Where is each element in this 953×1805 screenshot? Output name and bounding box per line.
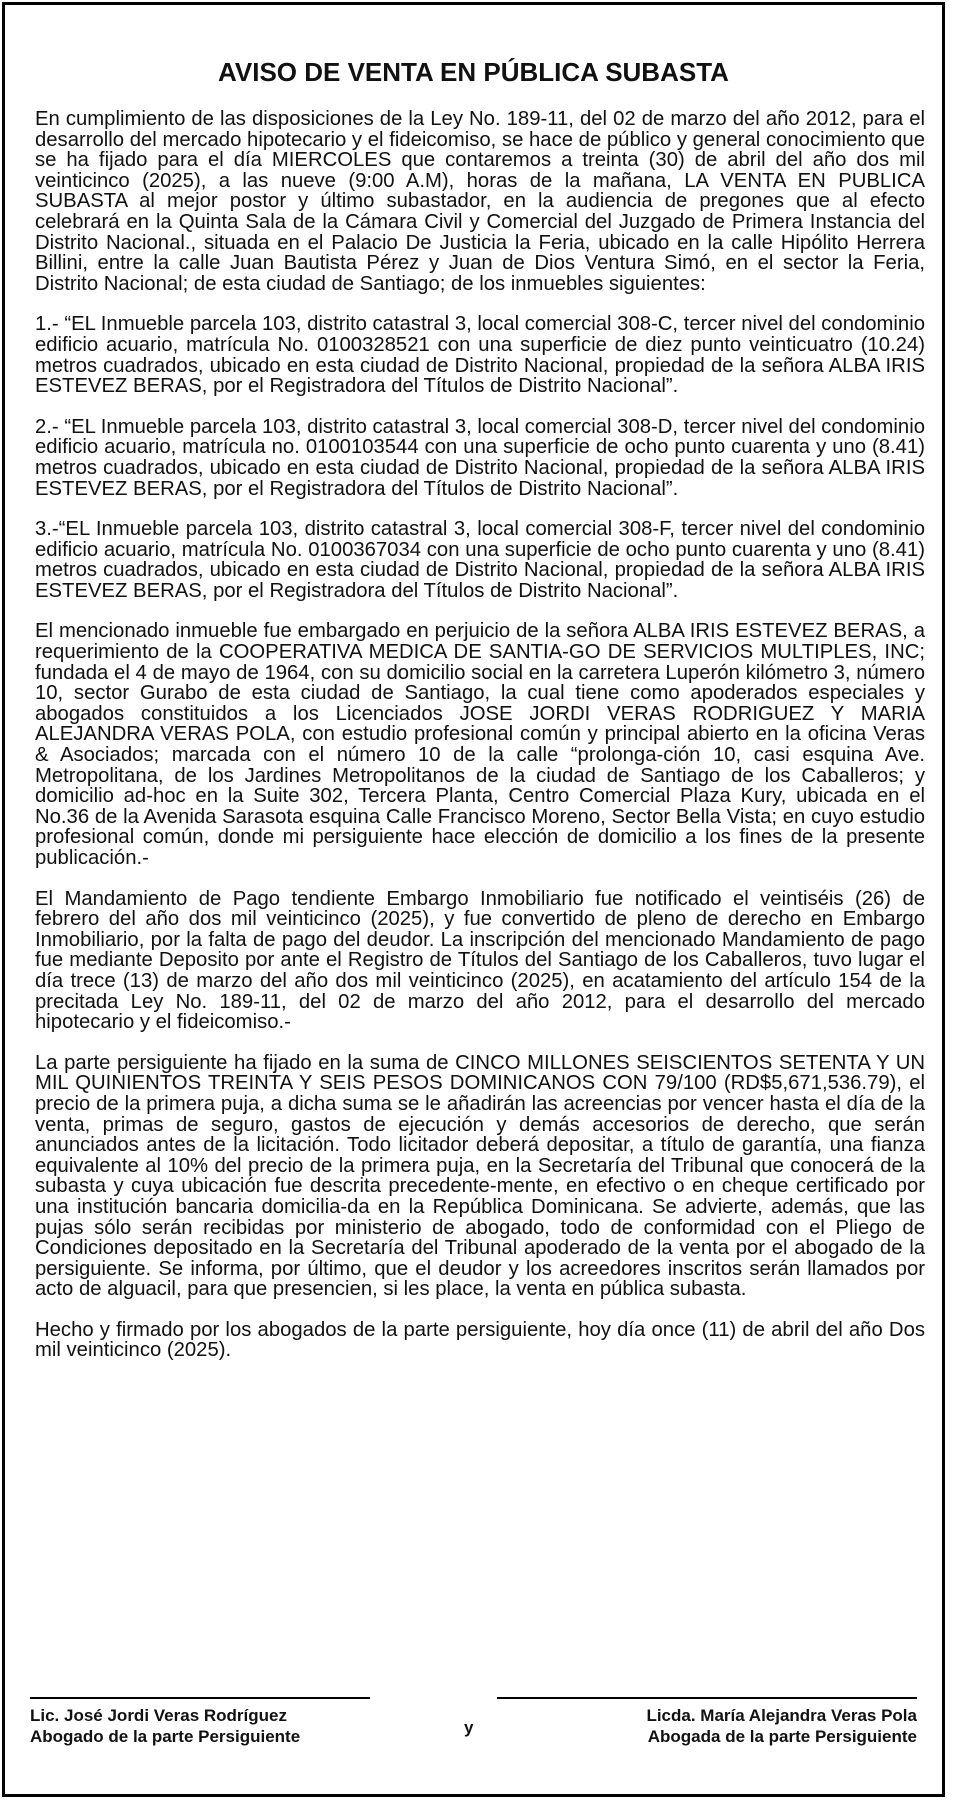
signature-line-right xyxy=(497,1697,917,1699)
property-item-3: 3.-“EL Inmueble parcela 103, distrito catastral 3, local comercial 308-F, tercer nivel del condominio edificio acuario, matrícula No. 0100367034 con una superficie de ocho punto cuarenta y uno (8.41) metros cuadrados, ubicado en esta ciudad de Distrito Nacional, propiedad de la señora ALBA IRIS ESTEVEZ BERAS, por el Registradora del Títulos de Distrito Nacional”. xyxy=(35,518,925,602)
signature-conjunction: y xyxy=(464,1718,474,1737)
notice-frame xyxy=(2,2,945,1797)
seizure-paragraph: El mencionado inmueble fue embargado en perjuicio de la señora ALBA IRIS ESTEVEZ BERAS, a requerimiento de la COOPERATIVA MEDICA DE SANTIA-GO DE SERVICIOS MULTIPLES, INC; fundada el 4 de mayo de 1964, con su domicilio social en la carretera Luperón kilómetro 3, número 10, sector Gurabo de esta ciudad de Santiago, la cual tiene como apoderados especiales y abogados constituidos a los Licenciados JOSE JORDI VERAS RODRIGUEZ Y MARIA ALEJANDRA VERAS POLA, con estudio profesional común y principal abierto en la oficina Veras & Asociados; marcada con el número 10 de la calle “prolonga-ción 10, casi esquina Ave. Metropolitana, de los Jardines Metropolitanos de la ciudad de Santiago de los Caballeros; y domicilio ad-hoc en la Suite 302, Tercera Planta, Centro Comercial Plaza Kury, ubicada en el No.36 de la Avenida Sarasota esquina Calle Francisco Moreno, Sector Bella Vista; en cuyo estudio profesional común, donde mi persiguiente hace elección de domicilio a los fines de la presente publicación.- xyxy=(35,620,925,869)
signature-line-left xyxy=(30,1697,370,1699)
signature-right xyxy=(497,1697,917,1747)
intro-paragraph: En cumplimiento de las disposiciones de la Ley No. 189-11, del 02 de marzo del año 2012, para el desarrollo del mercado hipotecario y el fideicomiso, se hace de público y general conocimiento que se ha fijado para el día MIERCOLES que contaremos a treinta (30) de abril del año dos mil veinticinco (2025), a las nueve (9:00 A.M), horas de la mañana, LA VENTA EN PUBLICA SUBASTA al mejor postor y último subastador, en la audiencia de pregones que al efecto celebrará en la Quinta Sala de la Cámara Civil y Comercial del Juzgado de Primera Instancia del Distrito Nacional., situada en el Palacio De Justicia la Feria, ubicado en la calle Hipólito Herrera Billini, entre la calle Juan Bautista Pérez y Juan de Dios Ventura Simó, en el sector la Feria, Distrito Nacional; de esta ciudad de Santiago; de los inmuebles siguientes: xyxy=(35,108,925,295)
auction-price-paragraph: La parte persiguiente ha fijado en la suma de CINCO MILLONES SEISCIENTOS SETENTA Y UN MIL QUINIENTOS TREINTA Y SEIS PESOS DOMINICANOS CON 79/100 (RD$5,671,536.79), el precio de la primera puja, a dicha suma se le añadirán las acreencias por vencer hasta el día de la venta, primas de seguro, gastos de ejecución y demás accesorios de derecho, que serán anunciados antes de la licitación. Todo licitador deberá depositar, a título de garantía, una fianza equivalente al 10% del precio de la primera puja, en la Secretaría del Tribunal que conocerá de la subasta y cuya ubicación fue descrita precedente-mente, en efectivo o en cheque certificado por una institución bancaria domicilia-da en la República Dominicana. Se advierte, además, que las pujas sólo serán recibidas por ministerio de abogado, todo de conformidad con el Pliego de Condiciones depositado en la Secretaría del Tribunal apoderado de la venta por el abogado de la persiguiente. Se informa, por último, que el deudor y los acreedores inscritos serán llamados por acto de alguacil, para que presencien, si les place, la venta en pública subasta. xyxy=(35,1051,925,1301)
signature-left-name: Lic. José Jordi Veras Rodríguez xyxy=(30,1706,287,1725)
signature-right-role: Abogada de la parte Persiguiente xyxy=(647,1727,917,1746)
payment-order-paragraph: El Mandamiento de Pago tendiente Embargo Inmobiliario fue notificado el veintiséis (26) de febrero del año dos mil veinticinco (2025), y fue convertido de pleno de derecho en Embargo Inmobiliario, por la falta de pago del deudor. La inscripción del mencionado Mandamiento de pago fue mediante Deposito por ante el Registro de Títulos del Santiago de los Caballeros, tuvo lugar el día trece (13) de marzo del año dos mil veinticinco (2025), en acatamiento del artículo 154 de la precitada Ley No. 189-11, del 02 de marzo del año 2012, para el desarrollo del mercado hipotecario y el fideicomiso.- xyxy=(35,887,925,1034)
property-item-1: 1.- “EL Inmueble parcela 103, distrito catastral 3, local comercial 308-C, tercer nivel del condominio edificio acuario, matrícula No. 0100328521 con una superficie de diez punto veinticuatro (10.24) metros cuadrados, ubicado en esta ciudad de Distrito Nacional, propiedad de la señora ALBA IRIS ESTEVEZ BERAS, por el Registradora del Títulos de Distrito Nacional”. xyxy=(35,313,925,398)
property-item-2: 2.- “EL Inmueble parcela 103, distrito catastral 3, local comercial 308-D, tercer nivel del condominio edificio acuario, matrícula no. 0100103544 con una superficie de ocho punto cuarenta y uno (8.41) metros cuadrados, ubicado en esta ciudad de Distrito Nacional, propiedad de la señora ALBA IRIS ESTEVEZ BERAS, por el Registradora del Títulos de Distrito Nacional”. xyxy=(35,415,925,500)
signature-right-name: Licda. María Alejandra Veras Pola xyxy=(646,1706,917,1725)
signature-left xyxy=(30,1697,370,1747)
signing-paragraph: Hecho y firmado por los abogados de la parte persiguiente, hoy día once (11) de abril del año Dos mil veinticinco (2025). xyxy=(35,1318,925,1362)
signature-left-role: Abogado de la parte Persiguiente xyxy=(30,1727,301,1746)
notice-body xyxy=(35,109,925,1381)
notice-title: AVISO DE VENTA EN PÚBLICA SUBASTA xyxy=(218,57,729,87)
